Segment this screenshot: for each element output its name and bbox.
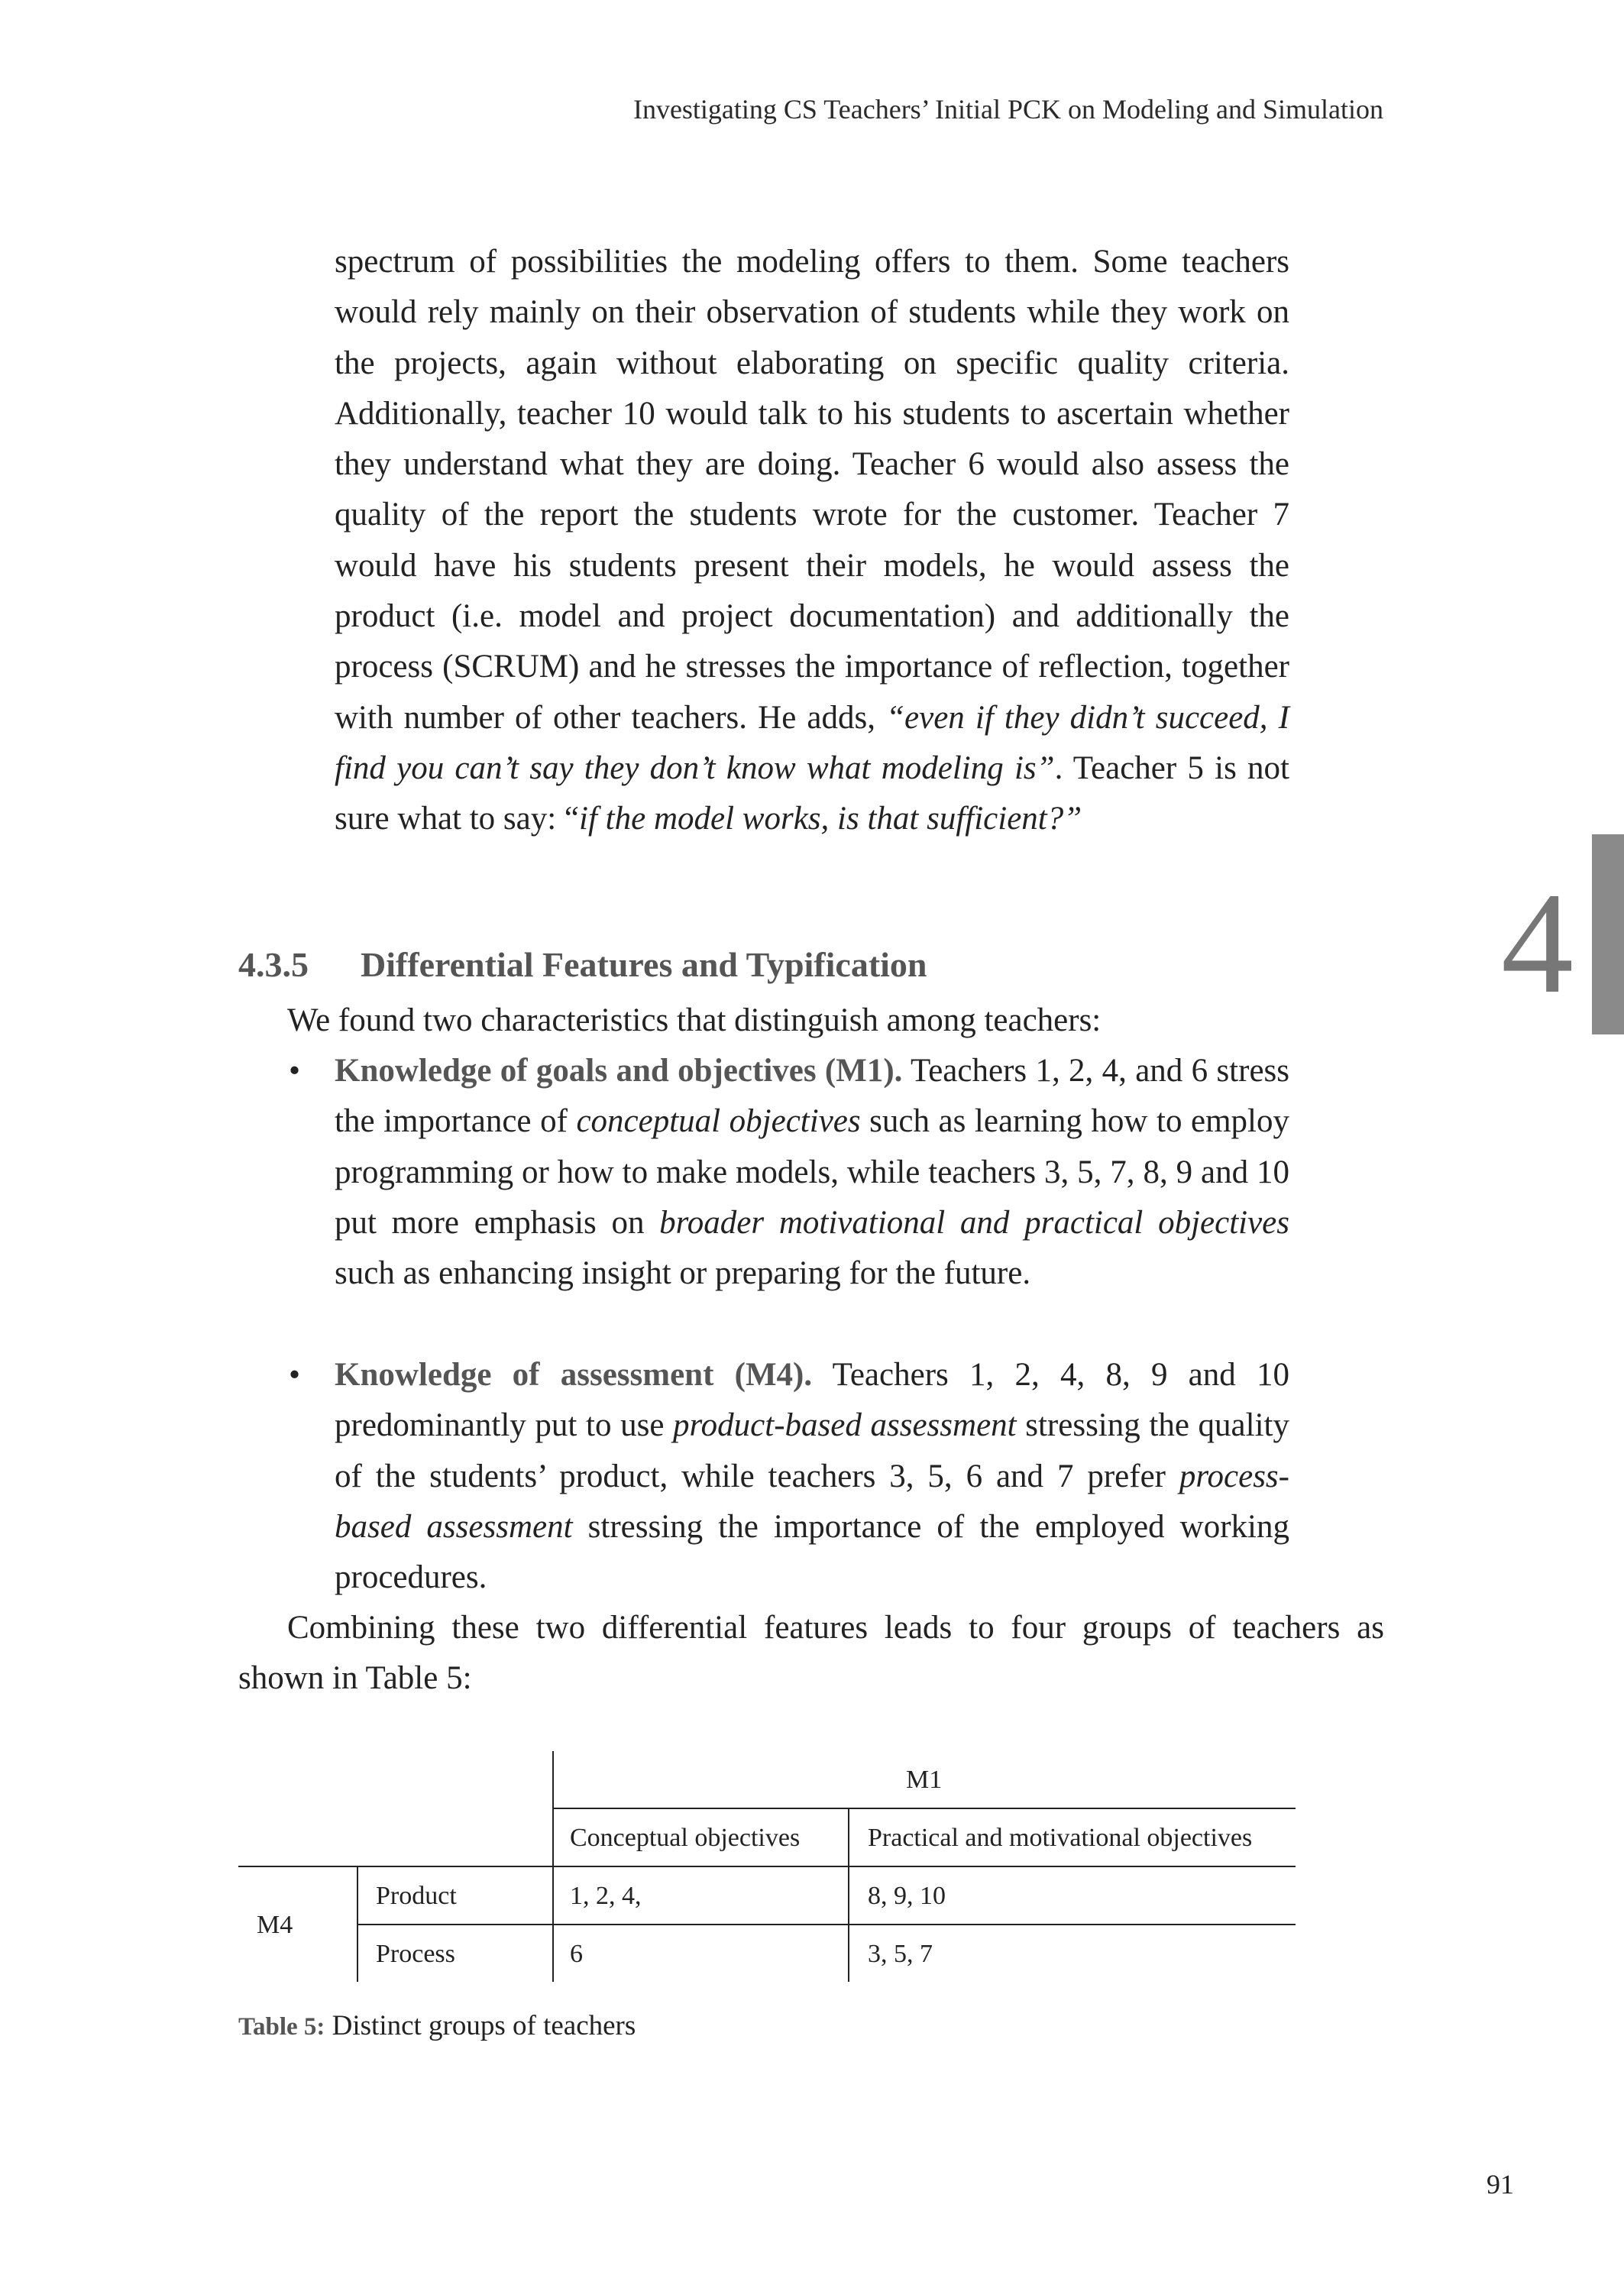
table-rule — [238, 1866, 1296, 1867]
table-rule — [848, 1809, 849, 1982]
page-number: 91 — [1487, 2169, 1514, 2200]
table-rule — [552, 1808, 1296, 1809]
groups-table — [238, 1750, 1296, 1983]
bullet-emphasis: conceptual objectives — [576, 1103, 861, 1140]
table-col-header-practical: Practical and motivational objectives — [868, 1824, 1253, 1852]
table-cell: 3, 5, 7 — [868, 1940, 933, 1968]
bullet-body: stressing the quality of the students’ product, while teachers 3, 5, 6 and 7 prefer — [335, 1407, 1289, 1494]
bullet-term: Knowledge of assessment (M4). — [335, 1357, 813, 1393]
combining-line-1: Combining these two differential features leads to four groups of teachers as — [287, 1610, 1384, 1646]
combining-line-2: shown in Table 5: — [238, 1660, 472, 1697]
table-col-header-conceptual: Conceptual objectives — [570, 1824, 801, 1852]
bullet-marker: • — [289, 1357, 301, 1393]
table-row-group-header: M4 — [257, 1911, 293, 1939]
section-heading — [238, 944, 927, 985]
bullet-body: Teachers 1, 2, 4, and 6 stress the importance of — [335, 1053, 1289, 1140]
table-rule — [357, 1924, 1296, 1925]
bullet-item-assessment — [289, 1350, 1290, 1603]
bullet-item-goals — [289, 1046, 1289, 1299]
bullet-emphasis: process-based assessment — [335, 1458, 1289, 1545]
quote-teacher-5: if the model works, is that sufficient?” — [579, 801, 1082, 837]
bullet-text — [335, 1350, 1289, 1603]
chapter-number: 4 — [1501, 863, 1574, 1024]
bullet-marker: • — [289, 1053, 301, 1089]
para-text: . Teacher 5 is not sure what to say: “ — [335, 749, 1289, 837]
caption-text: Distinct groups of teachers — [325, 2010, 636, 2041]
section-number: 4.3.5 — [238, 945, 309, 984]
bullet-body: such as enhancing insight or preparing for the future. — [335, 1255, 1031, 1292]
table-col-group-header: M1 — [906, 1766, 943, 1794]
table-row-label-product: Product — [376, 1882, 457, 1910]
para-text: spectrum of possibilities the modeling offers to them. Some teachers would rely mainly on their observation of students while they work on the projects, again without elaborating on specific quality criteria. Additionally, teacher 10 would talk to his students to ascertain whether they understand what they are doing. Teacher 6 would also assess the quality of the report the students wrote for the customer. Teacher 7 would have his students present their models, he would assess the product (i.e. model and project documentation) and additionally the process (SCRUM) and he stresses the importance of reflection, together with number of other teachers. He adds, — [335, 244, 1289, 736]
table-caption — [238, 2009, 636, 2042]
bullet-term: Knowledge of goals and objectives (M1). — [335, 1053, 903, 1089]
bullet-emphasis: product-based assessment — [673, 1407, 1017, 1444]
chapter-tab — [1592, 834, 1624, 1034]
section-intro: We found two characteristics that distinguish among teachers: — [287, 1002, 1102, 1038]
bullet-body: Teachers 1, 2, 4, 8, 9 and 10 predominantly put to use — [335, 1357, 1290, 1444]
body-paragraph-assessment — [335, 237, 1289, 845]
running-head: Investigating CS Teachers’ Initial PCK on Modeling and Simulation — [632, 94, 1383, 125]
table-cell: 1, 2, 4, — [570, 1882, 642, 1910]
caption-label: Table 5: — [238, 2013, 325, 2041]
combining-paragraph — [238, 1603, 1384, 1704]
quote-teacher-7: “even if they didn’t succeed, I find you can’t say they don’t know what modeling is” — [335, 699, 1289, 786]
bullet-emphasis: broader motivational and practical objectives — [659, 1204, 1289, 1241]
table-cell: 8, 9, 10 — [868, 1882, 946, 1910]
table-cell: 6 — [570, 1940, 583, 1968]
section-title: Differential Features and Typification — [361, 945, 927, 984]
bullet-body: such as learning how to employ programming or how to make models, while teachers 3, 5, 7, 8, 9 and 10 put more emphasis on — [335, 1103, 1289, 1241]
bullet-text — [335, 1046, 1289, 1299]
table-row-label-process: Process — [376, 1940, 455, 1968]
bullet-body: stressing the importance of the employed working procedures. — [335, 1508, 1289, 1596]
